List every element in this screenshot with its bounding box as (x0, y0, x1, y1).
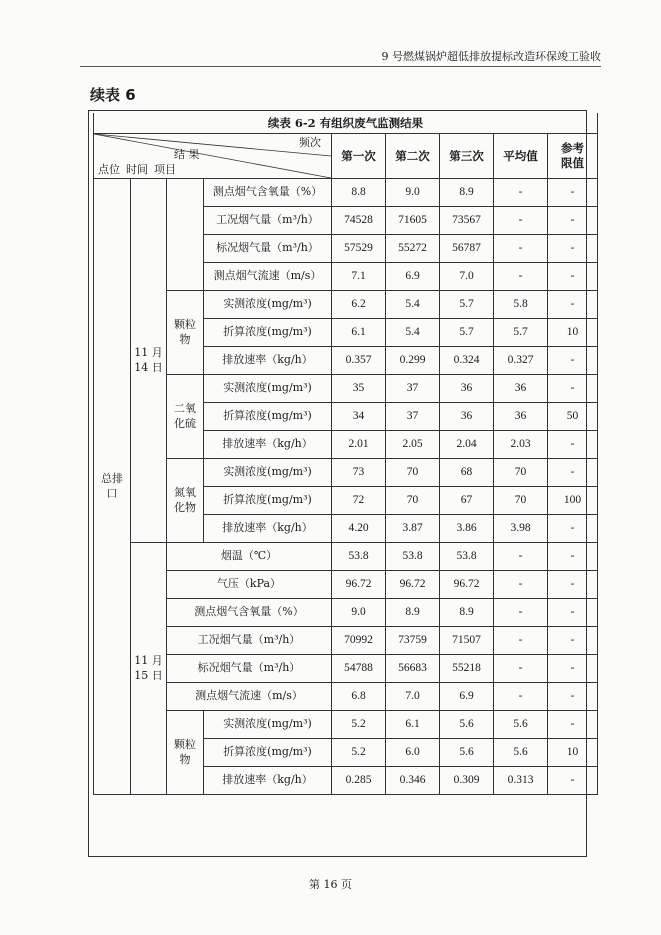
col-header-3: 第三次 (440, 134, 494, 179)
table-title: 续表 6-2 有组织废气监测结果 (94, 113, 598, 134)
value-cell: 73 (332, 459, 386, 487)
header-freq-label: 频次 (299, 136, 321, 149)
table-row (94, 375, 598, 403)
table-row (94, 459, 598, 487)
table-row (94, 655, 598, 683)
value-cell: 2.03 (494, 431, 548, 459)
value-cell: 34 (332, 403, 386, 431)
value-cell: - (548, 683, 598, 711)
emission-results-table (93, 113, 598, 795)
row-label: 气压（kPa） (167, 571, 332, 599)
value-cell: 55218 (440, 655, 494, 683)
group-particulate: 颗粒 物 (167, 291, 204, 375)
value-cell: 5.7 (494, 319, 548, 347)
value-cell: - (494, 627, 548, 655)
row-label: 烟温（℃） (167, 543, 332, 571)
date-cell-2: 11 月 15 日 (131, 543, 167, 795)
value-cell: - (548, 431, 598, 459)
value-cell: 3.86 (440, 515, 494, 543)
value-cell: 0.285 (332, 767, 386, 795)
value-cell: 96.72 (332, 571, 386, 599)
diagonal-header-cell (94, 134, 332, 179)
value-cell: 70 (494, 487, 548, 515)
value-cell: 0.299 (386, 347, 440, 375)
value-cell: 5.6 (494, 711, 548, 739)
value-cell: 70 (494, 459, 548, 487)
value-cell: 8.8 (332, 179, 386, 207)
group-so2: 二氧 化硫 (167, 375, 204, 459)
value-cell: 71605 (386, 207, 440, 235)
value-cell: 7.0 (386, 683, 440, 711)
value-cell: 5.7 (440, 291, 494, 319)
value-cell: 70 (386, 459, 440, 487)
table-row (94, 543, 598, 571)
value-cell: 7.1 (332, 263, 386, 291)
value-cell: 56787 (440, 235, 494, 263)
value-cell: 37 (386, 403, 440, 431)
header-item-label: 项目 (154, 163, 176, 176)
value-cell: 71507 (440, 627, 494, 655)
value-cell: - (494, 683, 548, 711)
value-cell: 2.01 (332, 431, 386, 459)
table-row (94, 711, 598, 739)
value-cell: 6.2 (332, 291, 386, 319)
value-cell: 5.6 (440, 739, 494, 767)
value-cell: 0.346 (386, 767, 440, 795)
value-cell: - (548, 263, 598, 291)
value-cell: 5.4 (386, 291, 440, 319)
table-row (94, 683, 598, 711)
value-cell: 0.357 (332, 347, 386, 375)
value-cell: 70 (386, 487, 440, 515)
value-cell: 6.9 (440, 683, 494, 711)
value-cell: 5.6 (440, 711, 494, 739)
value-cell: - (494, 655, 548, 683)
value-cell: 5.2 (332, 739, 386, 767)
value-cell: 36 (440, 375, 494, 403)
table-row (94, 599, 598, 627)
value-cell: 53.8 (440, 543, 494, 571)
row-label: 实测浓度(mg/m³) (204, 459, 332, 487)
value-cell: 36 (494, 375, 548, 403)
value-cell: 10 (548, 739, 598, 767)
value-cell: 2.04 (440, 431, 494, 459)
group-nox: 氮氧 化物 (167, 459, 204, 543)
value-cell: - (548, 599, 598, 627)
value-cell: 68 (440, 459, 494, 487)
value-cell: 5.7 (440, 319, 494, 347)
value-cell: 72 (332, 487, 386, 515)
table-row (94, 291, 598, 319)
value-cell: - (494, 235, 548, 263)
row-label: 折算浓度(mg/m³) (204, 403, 332, 431)
value-cell: 9.0 (386, 179, 440, 207)
value-cell: 73759 (386, 627, 440, 655)
col-header-1: 第一次 (332, 134, 386, 179)
row-label: 排放速率（kg/h） (204, 767, 332, 795)
value-cell: - (494, 599, 548, 627)
value-cell: - (548, 207, 598, 235)
row-label: 标况烟气量（m³/h） (204, 235, 332, 263)
row-label: 测点烟气含氧量（%） (204, 179, 332, 207)
value-cell: - (548, 291, 598, 319)
value-cell: 37 (386, 375, 440, 403)
value-cell: 8.9 (440, 599, 494, 627)
row-label: 排放速率（kg/h） (204, 347, 332, 375)
value-cell: 73567 (440, 207, 494, 235)
value-cell: - (494, 571, 548, 599)
value-cell: 6.9 (386, 263, 440, 291)
value-cell: 8.9 (440, 179, 494, 207)
value-cell: - (494, 543, 548, 571)
value-cell: - (548, 235, 598, 263)
row-label: 测点烟气流速（m/s） (204, 263, 332, 291)
page-number: 第 16 页 (309, 878, 352, 891)
value-cell: - (548, 459, 598, 487)
value-cell: - (548, 655, 598, 683)
value-cell: 67 (440, 487, 494, 515)
section-title: 续表 6 (90, 86, 136, 104)
value-cell: - (494, 207, 548, 235)
row-label: 折算浓度(mg/m³) (204, 739, 332, 767)
value-cell: 0.309 (440, 767, 494, 795)
value-cell: 70992 (332, 627, 386, 655)
value-cell: 55272 (386, 235, 440, 263)
value-cell: - (494, 179, 548, 207)
value-cell: 100 (548, 487, 598, 515)
header-result-label: 结 果 (174, 148, 200, 161)
col-header-limit: 参考 限值 (548, 134, 598, 179)
value-cell: 8.9 (386, 599, 440, 627)
row-label: 排放速率（kg/h） (204, 431, 332, 459)
value-cell: 6.1 (332, 319, 386, 347)
value-cell: 9.0 (332, 599, 386, 627)
value-cell: 5.6 (494, 739, 548, 767)
value-cell: 3.98 (494, 515, 548, 543)
table-row (94, 571, 598, 599)
value-cell: 36 (494, 403, 548, 431)
value-cell: 56683 (386, 655, 440, 683)
col-header-avg: 平均值 (494, 134, 548, 179)
value-cell: 7.0 (440, 263, 494, 291)
value-cell: 54788 (332, 655, 386, 683)
value-cell: 53.8 (332, 543, 386, 571)
value-cell: 6.8 (332, 683, 386, 711)
value-cell: 4.20 (332, 515, 386, 543)
header-time-label: 时间 (126, 163, 148, 176)
col-header-2: 第二次 (386, 134, 440, 179)
row-label: 工况烟气量（m³/h） (204, 207, 332, 235)
row-label: 工况烟气量（m³/h） (167, 627, 332, 655)
value-cell: - (548, 627, 598, 655)
value-cell: - (548, 571, 598, 599)
value-cell: - (548, 767, 598, 795)
value-cell: - (548, 347, 598, 375)
value-cell: - (548, 375, 598, 403)
value-cell: 3.87 (386, 515, 440, 543)
row-label: 实测浓度(mg/m³) (204, 711, 332, 739)
value-cell: 0.324 (440, 347, 494, 375)
value-cell: 0.327 (494, 347, 548, 375)
value-cell: 5.8 (494, 291, 548, 319)
table-row (94, 627, 598, 655)
value-cell: 6.0 (386, 739, 440, 767)
value-cell: 53.8 (386, 543, 440, 571)
value-cell: 10 (548, 319, 598, 347)
value-cell: 50 (548, 403, 598, 431)
value-cell: 35 (332, 375, 386, 403)
row-label: 实测浓度(mg/m³) (204, 291, 332, 319)
value-cell: 5.4 (386, 319, 440, 347)
date-cell-1: 11 月 14 日 (131, 179, 167, 543)
location-cell: 总排 口 (94, 179, 131, 795)
value-cell: 74528 (332, 207, 386, 235)
value-cell: 2.05 (386, 431, 440, 459)
row-label: 排放速率（kg/h） (204, 515, 332, 543)
value-cell: 6.1 (386, 711, 440, 739)
value-cell: - (548, 515, 598, 543)
value-cell: 5.2 (332, 711, 386, 739)
value-cell: 0.313 (494, 767, 548, 795)
table-row (94, 179, 598, 207)
group-particulate-2: 颗粒 物 (167, 711, 204, 795)
row-label: 实测浓度(mg/m³) (204, 375, 332, 403)
row-label: 测点烟气流速（m/s） (167, 683, 332, 711)
running-header: 9 号燃煤锅炉超低排放提标改造环保竣工验收 (80, 48, 601, 67)
value-cell: - (494, 263, 548, 291)
header-point-label: 点位 (98, 163, 120, 176)
row-label: 测点烟气含氧量（%） (167, 599, 332, 627)
row-label: 标况烟气量（m³/h） (167, 655, 332, 683)
row-label: 折算浓度(mg/m³) (204, 487, 332, 515)
value-cell: 96.72 (386, 571, 440, 599)
value-cell: - (548, 179, 598, 207)
row-label: 折算浓度(mg/m³) (204, 319, 332, 347)
blank-cell (167, 179, 204, 291)
value-cell: 57529 (332, 235, 386, 263)
value-cell: 96.72 (440, 571, 494, 599)
value-cell: 36 (440, 403, 494, 431)
value-cell: - (548, 543, 598, 571)
value-cell: - (548, 711, 598, 739)
